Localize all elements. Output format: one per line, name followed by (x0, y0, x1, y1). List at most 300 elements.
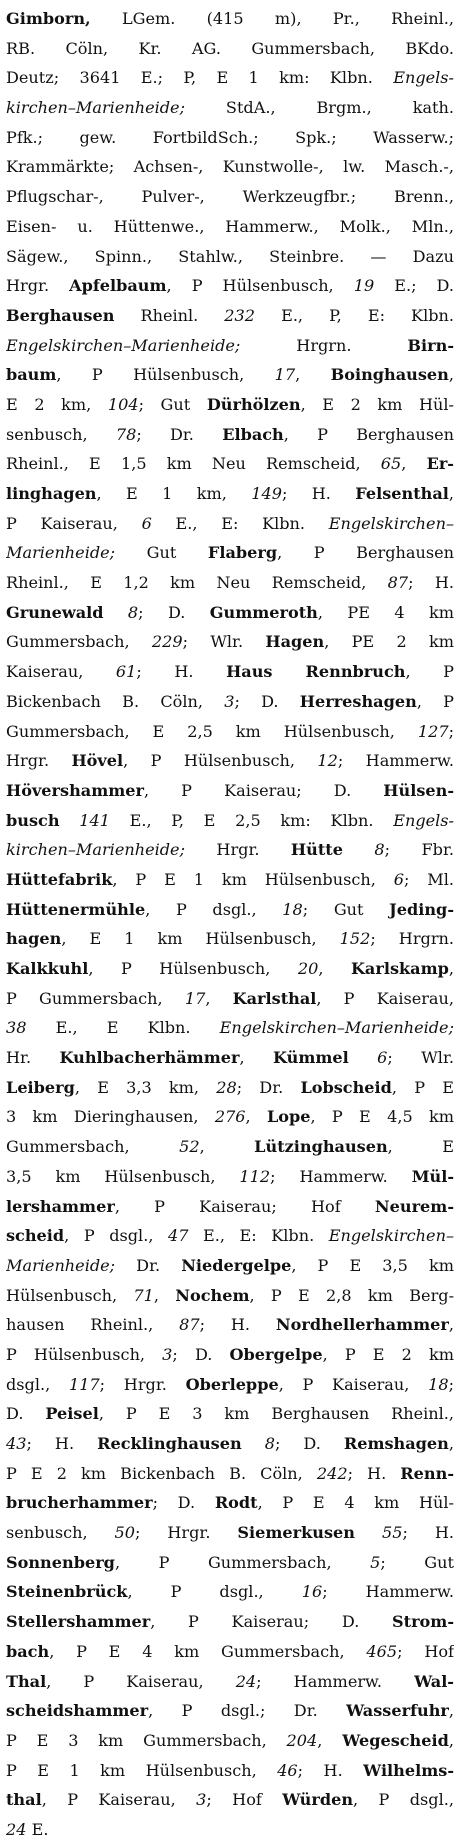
entry-text: P E 1 km Hülsenbusch, (6, 1760, 278, 1780)
population-or-rail-text: 152 (339, 929, 371, 949)
text-line (6, 212, 454, 242)
entry-text: D. (6, 1404, 46, 1424)
place-name: Neurem- (374, 1196, 454, 1216)
text-line (6, 1013, 454, 1043)
text-line (6, 1429, 454, 1459)
place-name: Hüttenermühle (6, 899, 146, 919)
entry-text: Hrgrn. (240, 335, 408, 355)
entry-text: , (448, 959, 454, 978)
entry-text: ; Hammerw. (270, 1166, 412, 1186)
text-line (6, 924, 454, 954)
text-line (6, 271, 454, 301)
population-or-rail-text: 47 (167, 1226, 189, 1246)
population-or-rail-text: 65 (380, 454, 402, 474)
entry-text (242, 1434, 265, 1453)
population-or-rail-text: Engelskirchen– (328, 1226, 454, 1246)
text-line (6, 1577, 454, 1607)
text-line (6, 1756, 454, 1786)
entry-text: , P Hülsenbusch, (166, 276, 354, 296)
entry-text: , P E 4 km Gummersbach, (49, 1641, 367, 1661)
entry-text: E.; D. (374, 276, 454, 296)
place-name: Oberleppe (185, 1374, 279, 1394)
population-or-rail-text: 18 (428, 1374, 449, 1394)
text-line (6, 93, 454, 123)
population-or-rail-text: 3 (196, 1790, 207, 1810)
text-line (6, 895, 454, 925)
entry-text: , P dsgl., (353, 1790, 454, 1810)
place-name: Mül- (411, 1166, 454, 1186)
population-or-rail-text: Engels- (393, 810, 454, 830)
population-or-rail-text: 465 (366, 1641, 398, 1661)
text-line (6, 1548, 454, 1578)
entry-text (349, 1048, 377, 1067)
entry-text: , P E 4 km Hül- (257, 1493, 454, 1513)
entry-text: hausen Rheinl., (6, 1315, 180, 1335)
population-or-rail-text: kirchen–Marienheide; (6, 98, 185, 118)
place-name: Boinghausen (330, 365, 449, 385)
text-line (6, 301, 454, 331)
text-line (6, 1192, 454, 1222)
place-name: linghagen (6, 484, 97, 503)
entry-text: Gummersbach, E 2,5 km Hülsenbusch, (6, 721, 418, 741)
population-or-rail-text: Engelskirchen–Marienheide; (219, 1018, 454, 1038)
entry-text (343, 840, 374, 859)
place-name: baum (6, 365, 57, 385)
entry-text: ; Dr. (236, 1077, 301, 1097)
entry-text: , P Kaiserau, (278, 1374, 429, 1394)
place-name: Hütte (290, 840, 343, 860)
entry-text: , P (405, 662, 454, 682)
text-line (6, 865, 454, 895)
place-name: Siemerkusen (237, 1523, 355, 1543)
text-line (6, 1667, 454, 1697)
population-or-rail-text: 276 (214, 1107, 246, 1127)
population-or-rail-text: 46 (277, 1760, 298, 1780)
population-or-rail-text: 232 (224, 305, 256, 325)
place-name: Grunewald (6, 602, 104, 622)
text-line (6, 598, 454, 628)
text-line (6, 538, 454, 568)
entry-text: senbusch, (6, 1523, 115, 1543)
population-or-rail-text: 50 (114, 1523, 136, 1543)
text-line (6, 449, 454, 479)
entry-text: E., P, E 2,5 km: Klbn. (109, 810, 394, 830)
place-name: thal (6, 1790, 42, 1810)
place-name: Hövershammer (6, 780, 144, 800)
place-name: Elbach (222, 424, 284, 444)
entry-text: Eisen- u. Hüttenwe., Hammerw., Molk., Mln., (6, 216, 454, 236)
entry-text: E., E: Klbn. (151, 513, 329, 533)
entry-text: Deutz; 3641 E.; P, E 1 km: Klbn. (6, 68, 394, 88)
population-or-rail-text: 24 (235, 1671, 257, 1691)
place-name: Recklinghausen (97, 1434, 242, 1453)
entry-text: , P (416, 691, 454, 711)
text-line (6, 568, 454, 598)
population-or-rail-text: 18 (282, 899, 303, 919)
entry-text: E., E: Klbn. (188, 1226, 329, 1246)
place-name: Felsenthal (355, 484, 449, 503)
text-line (6, 806, 454, 836)
entry-text: ; Ml. (403, 869, 454, 889)
text-line (6, 63, 454, 93)
text-line (6, 1637, 454, 1667)
place-name: Hövel (71, 751, 124, 771)
place-name: Lobscheid (300, 1077, 392, 1097)
entry-text: , P dsgl., (64, 1226, 168, 1246)
population-or-rail-text: 229 (151, 632, 183, 652)
entry-text: ; H. (26, 1434, 98, 1453)
entry-text: Kaiserau, (6, 662, 116, 682)
entry-text: Bickenbach B. Cöln, (6, 691, 225, 711)
entry-text: , P E 2 km (322, 1344, 454, 1364)
population-or-rail-text: 52 (179, 1137, 200, 1157)
text-line (6, 746, 454, 776)
place-name: Kuhlbacherhämmer (59, 1048, 240, 1068)
text-line (6, 1281, 454, 1311)
entry-text: ; H. (199, 1315, 276, 1335)
text-line (6, 479, 454, 509)
entry-text: P Gummersbach, (6, 988, 185, 1008)
entry-text: ; H. (408, 573, 454, 593)
entry-text: , (448, 1701, 454, 1721)
entry-text: ; Fbr. (384, 840, 454, 860)
entry-text: ; Hrgrn. (370, 929, 454, 949)
entry-text: , (245, 1107, 267, 1127)
population-or-rail-text: 12 (317, 751, 338, 771)
population-or-rail-text: 6 (141, 513, 152, 533)
population-or-rail-text: 61 (115, 662, 137, 682)
population-or-rail-text: 8 (264, 1434, 275, 1453)
population-or-rail-text: 8 (127, 602, 139, 622)
entry-text: , P E 2,8 km Berg- (249, 1285, 454, 1305)
entry-text: StdA., Brgm., kath. (185, 98, 454, 118)
text-line (6, 34, 454, 64)
place-name: Thal (6, 1671, 47, 1691)
population-or-rail-text: 20 (297, 959, 319, 978)
entry-text: ; (448, 721, 454, 741)
place-name: Strom- (392, 1612, 454, 1632)
place-name: Haus Rennbruch (226, 662, 406, 682)
text-line (6, 657, 454, 687)
text-line (6, 687, 454, 717)
place-name: scheidshammer (6, 1701, 149, 1721)
place-name: Jeding- (389, 899, 454, 919)
entry-text: , (295, 365, 331, 385)
place-name: Kalkkuhl (6, 959, 89, 978)
text-line (6, 954, 454, 984)
text-line (6, 717, 454, 747)
entry-text: ; H. (281, 484, 356, 503)
text-line (6, 1073, 454, 1103)
text-line (6, 1340, 454, 1370)
entry-text: ; Wlr. (182, 632, 266, 652)
population-or-rail-text: 87 (179, 1315, 200, 1335)
entry-text: , (205, 988, 233, 1008)
entry-text: ; D. (138, 602, 210, 622)
entry-text: Rheinl., E 1,5 km Neu Remscheid, (6, 454, 381, 474)
entry-text: ; Gut (380, 1552, 454, 1572)
population-or-rail-text: 117 (68, 1374, 100, 1394)
entry-text: Krammärkte; Achsen-, Kunstwolle-, lw. Masch.-, (6, 157, 454, 177)
place-name: Er- (426, 454, 454, 474)
population-or-rail-text: 17 (184, 988, 206, 1008)
entry-text: , E 1 km Hülsenbusch, (61, 929, 340, 949)
population-or-rail-text: 6 (377, 1048, 388, 1068)
text-line (6, 390, 454, 420)
entry-text: Hrgr. (6, 276, 70, 296)
entry-text: 3,5 km Hülsenbusch, (6, 1166, 240, 1186)
entry-text (104, 603, 128, 622)
place-name: Gummeroth (209, 602, 318, 622)
entry-text: E 2 km, (6, 394, 108, 414)
entry-text: , P E 3,5 km (291, 1255, 454, 1275)
entry-text: , P dsgl., (127, 1582, 302, 1602)
entry-text: , P E 4,5 km (310, 1107, 454, 1127)
entry-text: Hr. (6, 1048, 60, 1068)
gazetteer-entry-gimborn (6, 4, 454, 1845)
place-name: lershammer (6, 1196, 115, 1216)
text-line (6, 1459, 454, 1489)
text-line (6, 1399, 454, 1429)
entry-text: ; Hammerw. (322, 1582, 454, 1602)
place-name: Hagen (265, 632, 325, 652)
entry-text: Hrgr. (6, 751, 72, 771)
entry-text: , (448, 1730, 454, 1750)
text-line (6, 1043, 454, 1073)
entry-text: , (317, 1730, 343, 1750)
place-name: Karlsthal (232, 988, 317, 1008)
entry-text: ; H. (402, 1523, 454, 1543)
population-or-rail-text: kirchen–Marienheide; (6, 840, 185, 860)
entry-text: LGem. (415 m), Pr., Rheinl., (90, 9, 454, 28)
population-or-rail-text: Engelskirchen–Marienheide; (6, 335, 241, 355)
text-line (6, 1518, 454, 1548)
text-line (6, 1726, 454, 1756)
population-or-rail-text: 204 (286, 1730, 318, 1750)
population-or-rail-text: 5 (370, 1552, 381, 1572)
entry-text: , P Hülsenbusch, (123, 751, 318, 771)
place-name: Gimborn, (6, 9, 91, 28)
entry-text: , P dsgl., (145, 899, 283, 919)
entry-text: E., E Klbn. (26, 1018, 220, 1038)
entry-text: , E 3,3 km, (74, 1077, 217, 1097)
entry-text: Sägew., Spinn., Stahlw., Steinbre. — Dazu (6, 246, 454, 266)
place-name: Renn- (400, 1463, 454, 1483)
population-or-rail-text: 127 (417, 721, 449, 741)
entry-text: , P Kaiserau; D. (150, 1612, 393, 1632)
place-name: Hüttefabrik (6, 869, 113, 889)
place-name: Karlskamp (350, 959, 449, 978)
entry-text: P Hülsenbusch, (6, 1344, 163, 1364)
entry-text: ; Gut (302, 899, 390, 919)
place-name: Stellershammer (6, 1612, 151, 1632)
place-name: Peisel (45, 1404, 99, 1424)
place-name: Wilhelms- (363, 1760, 454, 1780)
entry-text (60, 811, 80, 830)
place-name: Apfelbaum (69, 276, 167, 296)
population-or-rail-text: 141 (79, 810, 110, 830)
text-line (6, 835, 454, 865)
population-or-rail-text: 16 (301, 1582, 323, 1602)
entry-text: Pflugschar-, Pulver-, Werkzeugfbr.; Brenn., (6, 187, 454, 207)
population-or-rail-text: Marienheide; (6, 1255, 116, 1275)
entry-text: , P Hülsenbusch, (56, 365, 275, 385)
text-line (6, 182, 454, 212)
place-name: Dürhölzen (206, 394, 301, 414)
population-or-rail-text: Engelskirchen– (328, 513, 454, 533)
entry-text: , P E 3 km Berghausen Rheinl., (98, 1404, 454, 1424)
text-line (6, 509, 454, 539)
entry-text: , P Berghausen (277, 543, 454, 563)
place-name: Kümmel (273, 1048, 349, 1068)
entry-text: P E 2 km Bickenbach B. Cöln, (6, 1463, 317, 1483)
entry-text: , (401, 454, 427, 474)
text-line (6, 1221, 454, 1251)
text-line (6, 1310, 454, 1340)
place-name: Rodt (214, 1493, 258, 1513)
entry-text: , P Hülsenbusch, (88, 959, 298, 978)
place-name: Birn- (407, 335, 454, 355)
text-line (6, 1607, 454, 1637)
entry-text: , P E (391, 1077, 454, 1097)
text-line (6, 1696, 454, 1726)
text-line (6, 984, 454, 1014)
text-line (6, 1251, 454, 1281)
place-name: Leiberg (6, 1077, 75, 1097)
entry-text: , E (387, 1137, 454, 1157)
place-name: Remshagen (343, 1434, 449, 1453)
entry-text: , P Gummersbach, (114, 1552, 371, 1572)
place-name: Hülsen- (383, 780, 454, 800)
entry-text: , P E 1 km Hülsenbusch, (112, 869, 394, 889)
entry-text: , (239, 1048, 273, 1068)
entry-text: ; Hammerw. (256, 1671, 415, 1691)
population-or-rail-text: 71 (133, 1285, 154, 1305)
population-or-rail-text: 78 (115, 424, 137, 444)
place-name: Nochem (175, 1285, 250, 1305)
entry-text: , (448, 1315, 454, 1335)
place-name: Steinenbrück (6, 1582, 128, 1602)
place-name: Sonnenberg (6, 1552, 115, 1572)
place-name: Flaberg (207, 543, 278, 563)
text-line (6, 1132, 454, 1162)
entry-text: , (199, 1137, 255, 1157)
place-name: scheid (6, 1226, 65, 1246)
entry-text: Rheinl. (114, 305, 225, 325)
entry-text: Dr. (115, 1255, 182, 1275)
entry-text: , P Kaiserau, (316, 988, 454, 1008)
entry-text: Hrgr. (185, 840, 291, 860)
text-line (6, 4, 454, 34)
population-or-rail-text: Engels- (393, 68, 454, 88)
entry-text: ; (448, 1374, 454, 1394)
entry-text: , P Kaiserau, (46, 1671, 236, 1691)
entry-text (355, 1523, 382, 1542)
entry-text: , PE 2 km (324, 632, 454, 652)
entry-text: ; Gut (138, 394, 207, 414)
entry-text: ; H. (347, 1463, 401, 1483)
population-or-rail-text: 3 (162, 1344, 173, 1364)
entry-text: Rheinl., E 1,2 km Neu Remscheid, (6, 573, 388, 593)
place-name: Wasserfuhr (346, 1701, 449, 1721)
text-line (6, 123, 454, 153)
population-or-rail-text: 8 (374, 840, 385, 860)
place-name: Wegescheid (342, 1730, 449, 1750)
entry-text: E. (26, 1819, 49, 1839)
entry-text: ; D. (172, 1344, 230, 1364)
population-or-rail-text: Marienheide; (6, 543, 116, 563)
place-name: Herreshagen (299, 691, 417, 711)
population-or-rail-text: 112 (239, 1166, 271, 1186)
entry-text: , P Berghausen (283, 424, 454, 444)
text-line (6, 1488, 454, 1518)
population-or-rail-text: 38 (6, 1018, 27, 1038)
entry-text: , P Kaiserau, (41, 1790, 197, 1810)
entry-text: ; D. (152, 1493, 215, 1513)
place-name: Berghausen (6, 305, 115, 325)
entry-text: ; Hof (397, 1641, 454, 1661)
entry-text: , (448, 484, 454, 503)
entry-text: , PE 4 km (317, 602, 454, 622)
text-line (6, 1162, 454, 1192)
population-or-rail-text: 55 (381, 1523, 403, 1543)
entry-text: ; Hof (206, 1790, 283, 1810)
place-name: Lützinghausen (254, 1137, 388, 1157)
population-or-rail-text: 28 (216, 1077, 237, 1097)
text-line (6, 1370, 454, 1400)
entry-text: , (153, 1285, 176, 1305)
text-line (6, 1785, 454, 1815)
entry-text: P Kaiserau, (6, 513, 142, 533)
place-name: Nordhellerhammer (275, 1315, 449, 1335)
entry-text: dsgl., (6, 1374, 69, 1394)
entry-text: ; Hrgr. (135, 1523, 238, 1543)
text-line (6, 242, 454, 272)
entry-text: senbusch, (6, 424, 116, 444)
population-or-rail-text: 3 (224, 691, 235, 711)
entry-text: ; Wlr. (387, 1048, 454, 1068)
place-name: brucherhammer (6, 1493, 153, 1513)
entry-text: Gummersbach, (6, 1137, 180, 1157)
entry-text: , E 1 km, (96, 484, 252, 503)
entry-text: ; Hrgr. (99, 1374, 186, 1394)
text-line (6, 1815, 454, 1845)
place-name: hagen (6, 929, 62, 949)
entry-text: P E 3 km Gummersbach, (6, 1730, 287, 1750)
place-name: Lope (266, 1107, 311, 1127)
population-or-rail-text: 104 (107, 394, 139, 414)
entry-text: Hülsenbusch, (6, 1285, 134, 1305)
entry-text: , P dsgl.; Dr. (148, 1701, 347, 1721)
entry-text: , P Kaiserau; D. (143, 780, 384, 800)
population-or-rail-text: 149 (251, 484, 282, 503)
population-or-rail-text: 24 (6, 1819, 27, 1839)
place-name: bach (6, 1641, 50, 1661)
entry-text: ; H. (297, 1760, 364, 1780)
entry-text: , (318, 959, 351, 978)
text-line (6, 420, 454, 450)
population-or-rail-text: 6 (393, 869, 404, 889)
population-or-rail-text: 242 (316, 1463, 348, 1483)
population-or-rail-text: 43 (6, 1434, 27, 1453)
text-line (6, 776, 454, 806)
entry-text: ; Dr. (136, 424, 223, 444)
text-line (6, 331, 454, 361)
place-name: Wal- (414, 1671, 454, 1691)
entry-text: , E 2 km Hül- (300, 394, 454, 414)
entry-text: ; Hammerw. (337, 751, 454, 771)
population-or-rail-text: 19 (353, 276, 375, 296)
